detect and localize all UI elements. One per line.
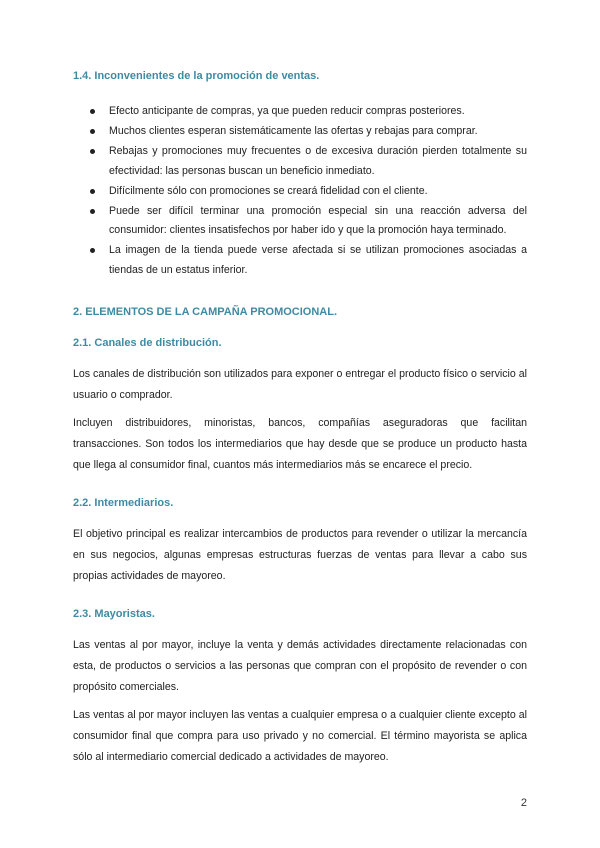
paragraph: Las ventas al por mayor, incluye la venta y demás actividades directamente relacionadas con esta, de productos o servicios a las personas que compran con el propósito de revender o con propósito comerciales. <box>73 639 527 693</box>
list-item <box>73 102 527 122</box>
list-item-text: Puede ser difícil terminar una promoción especial sin una reacción adversa del consumidor: clientes insatisfechos por haber ido y que la promoción haya terminado. <box>109 204 527 236</box>
list-item <box>73 182 527 202</box>
section-heading-2-3: 2.3. Mayoristas. <box>73 608 155 620</box>
list-item-text: Efecto anticipante de compras, ya que pueden reducir compras posteriores. <box>109 105 465 117</box>
list-item-text: La imagen de la tienda puede verse afectada si se utilizan promociones asociadas a tiendas de un estatus inferior. <box>109 244 527 276</box>
list-item <box>73 241 527 280</box>
list-item-text: Difícilmente sólo con promociones se creará fidelidad con el cliente. <box>109 184 428 197</box>
list-item <box>73 122 527 142</box>
paragraph: Incluyen distribuidores, minoristas, bancos, compañías aseguradoras que facilitan transacciones. Son todos los intermediarios que hay desde que se produce un producto hasta que llega al consumidor final, cuantos más intermediarios más se encarece el precio. <box>73 417 527 471</box>
section-heading-2: 2. ELEMENTOS DE LA CAMPAÑA PROMOCIONAL. <box>73 306 338 318</box>
section-heading-2-2: 2.2. Intermediarios. <box>73 497 174 509</box>
paragraph: Los canales de distribución son utilizados para exponer o entregar el producto físico o servicio al usuario o comprador. <box>73 368 527 401</box>
list-item-text: Rebajas y promociones muy frecuentes o de excesiva duración pierden totalmente su efectividad: las personas buscan un beneficio inmediato. <box>109 145 527 177</box>
page-number: 2 <box>520 797 527 809</box>
bullet-icon <box>90 129 95 134</box>
list-item <box>73 202 527 241</box>
bullet-icon <box>90 149 95 154</box>
list-item-text: Muchos clientes esperan sistemáticamente las ofertas y rebajas para comprar. <box>109 125 478 137</box>
list-item <box>73 142 527 181</box>
bullet-icon <box>90 109 95 114</box>
bullet-icon <box>90 248 95 253</box>
paragraph: Las ventas al por mayor incluyen las ventas a cualquier empresa o a cualquier cliente excepto al consumidor final que compra para uso privado y no comercial. El término mayorista se aplica sólo al intermediario comercial dedicado a actividades de mayoreo. <box>73 709 527 763</box>
bullet-icon <box>90 209 95 214</box>
paragraph: El objetivo principal es realizar intercambios de productos para revender o utilizar la mercancía en sus negocios, algunas empresas estructuras fuerzas de ventas para llevar a cabo sus propias actividades de mayoreo. <box>73 528 527 582</box>
bullet-icon <box>90 189 95 194</box>
section-heading-1-4: 1.4. Inconvenientes de la promoción de ventas. <box>73 70 320 82</box>
section-heading-2-1: 2.1. Canales de distribución. <box>73 337 222 349</box>
bullet-list <box>73 102 527 281</box>
